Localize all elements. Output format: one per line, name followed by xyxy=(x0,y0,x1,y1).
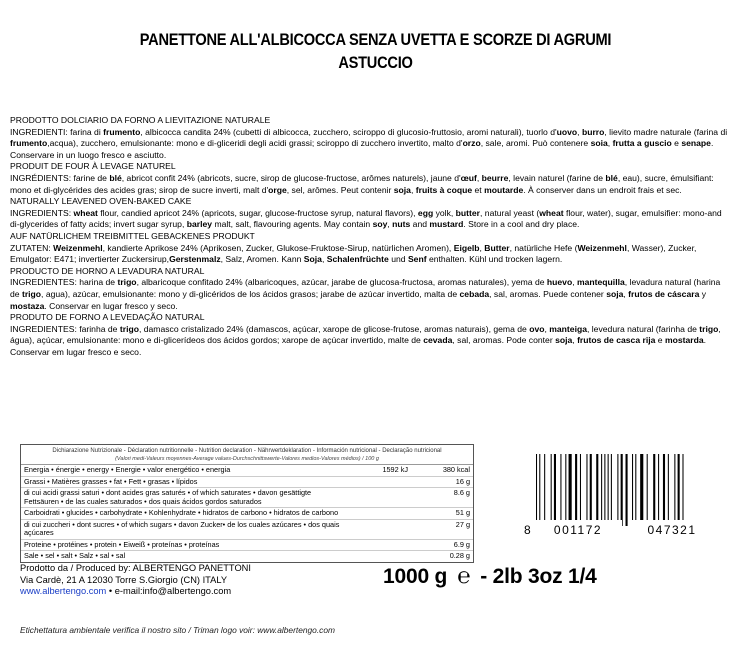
nutrition-label: di cui acidi grassi saturi • dont acides gras saturés • of which saturates • davon gesättigte Fettsäuren • de las cuales saturados • dos quais ácidos gordos saturados xyxy=(24,488,312,506)
ingredient-text: , natural yeast ( xyxy=(480,207,540,218)
nutrition-kj: 1592 kJ xyxy=(382,465,408,474)
barcode-bar xyxy=(632,454,633,526)
barcode-digits-right: 047321 xyxy=(647,523,697,537)
nutrition-table xyxy=(20,444,474,563)
ingredient-text: , xyxy=(577,126,582,137)
nutrition-label: Proteine • protéines • protein • Eiweiß • proteínas • proteínas xyxy=(24,539,220,549)
allergen-text: manteiga xyxy=(549,323,587,334)
ingredient-text: , água), açúcar, emulsionante: mono e di-glicerídeos dos ácidos gordos; xarope de açúcar invertido, malte de xyxy=(10,323,721,346)
ingredient-text: , sal, aromas. Pode conter xyxy=(452,335,556,346)
nutrition-kj xyxy=(348,541,408,550)
ingredient-text: , xyxy=(321,254,327,265)
allergen-text: frumento xyxy=(103,126,141,137)
allergen-text: senape xyxy=(681,138,711,149)
ingredient-text: . Conservar en lugar fresco y seco. xyxy=(44,300,178,311)
allergen-text: Gerstenmalz xyxy=(169,254,221,265)
ingredient-text: AUF NATÜRLICHEM TREIBMITTEL GEBACKENES PRODUKT xyxy=(10,230,255,241)
barcode-bar xyxy=(565,454,566,526)
ingredient-text: , abricot confit 24% (abricots, sucre, sirop de glucose-fructose, arômes naturels), jaune d' xyxy=(121,172,461,183)
barcode-bar xyxy=(653,454,655,526)
barcode-bar xyxy=(601,454,602,526)
nutrition-value: 0.28 g xyxy=(449,551,470,560)
barcode-bar xyxy=(580,454,581,526)
allergen-text: œuf xyxy=(460,172,477,183)
ingredient-text: , xyxy=(544,323,550,334)
ingredient-text: PRODUCTO DE HORNO A LEVADURA NATURAL xyxy=(10,265,205,276)
allergen-text: soja xyxy=(555,335,573,346)
nutrition-row xyxy=(21,520,473,540)
nutrition-value: 16 g xyxy=(455,476,470,486)
allergen-text: mostarda xyxy=(664,335,704,346)
allergen-text: soia xyxy=(590,138,608,149)
ingredient-text: , xyxy=(607,138,613,149)
allergen-text: mustard xyxy=(429,219,464,230)
ingredient-text: , xyxy=(479,242,485,253)
nutrition-row xyxy=(21,477,473,489)
barcode-bar xyxy=(569,454,572,526)
allergen-text: Weizenmehl xyxy=(577,242,627,253)
allergen-text: trigo xyxy=(699,323,719,334)
ingredient-text: INGREDIENTES: farinha de xyxy=(10,323,120,334)
ingredient-text: flour, candied apricot 24% (apricots, sugar, glucose-fructose syrup, natural flavors), xyxy=(97,207,418,218)
producer-address: Via Cardè, 21 A 12030 Torre S.Giorgio (CN) ITALY xyxy=(20,574,228,585)
barcode-bar xyxy=(590,454,592,526)
allergen-text: nuts xyxy=(392,219,411,230)
barcode-bar xyxy=(586,454,587,526)
nutrition-value: 6.9 g xyxy=(453,539,470,549)
allergen-text: soy xyxy=(372,219,388,230)
allergen-text: wheat xyxy=(73,207,98,218)
ingredient-text: enthalten. Kühl und trocken lagern. xyxy=(426,254,563,265)
barcode-bar xyxy=(658,454,659,526)
ingredient-text: , xyxy=(410,184,416,195)
environmental-label-note: Etichettatura ambientale verifica il nostro sito / Triman logo voir: www.albertengo.com xyxy=(20,625,335,635)
ingredient-text: , xyxy=(572,277,577,288)
allergen-text: frutos de casca rija xyxy=(577,335,656,346)
producer-line: Prodotto da / Produced by: ALBERTENGO PANETTONI xyxy=(20,563,251,573)
ingredient-text: yolk, xyxy=(433,207,456,218)
product-subtitle: ASTUCCIO xyxy=(338,53,413,72)
ingredient-text: INGREDIENTES: harina de xyxy=(10,277,118,288)
ingredient-text: , sal, aromas. Puede contener xyxy=(489,288,607,299)
barcode-bar xyxy=(640,454,643,526)
ingredient-text: PRODOTTO DOLCIARIO DA FORNO A LIEVITAZIONE NATURALE xyxy=(10,115,271,125)
barcode-bar xyxy=(635,454,636,526)
nutrition-label: Carboidrati • glucides • carbohydrate • Kohlenhydrate • hidratos de carbono • hidratos de carbono xyxy=(24,508,339,517)
allergen-text: barley xyxy=(186,219,213,230)
nutrition-value: 51 g xyxy=(455,508,470,517)
allergen-text: Senf xyxy=(407,254,427,265)
email-text: • e-mail:info@albertengo.com xyxy=(106,586,232,597)
allergen-text: egg xyxy=(417,207,434,218)
weight-imperial: - 2lb 3oz 1/4 xyxy=(480,565,597,588)
allergen-text: cebada xyxy=(459,288,490,299)
ingredient-text: , levain naturel (farine de xyxy=(508,172,606,183)
barcode-bar xyxy=(596,454,598,526)
barcode-bar xyxy=(678,454,680,526)
ingredient-block xyxy=(10,196,732,231)
ingredient-text: , sale, aromi. Può contenere xyxy=(480,138,591,149)
allergen-text: orzo xyxy=(462,138,481,149)
ingredient-text: , Wasser), Zucker, Emulgator: E471; invertierter Zuckersirup, xyxy=(10,242,697,265)
ingredient-block xyxy=(10,266,732,312)
ingredient-text: INGREDIENTI: farina di xyxy=(10,126,104,137)
allergen-text: trigo xyxy=(21,288,42,299)
barcode-bar xyxy=(647,454,648,526)
ingredient-block xyxy=(10,115,732,161)
ingredient-text: , xyxy=(476,172,482,183)
barcode-bar xyxy=(617,454,618,526)
ingredient-text: e xyxy=(671,138,682,149)
ingredients-section xyxy=(10,115,732,358)
ingredient-text: , albicocca candita 24% (cubetti di albicocca, zucchero, sciroppo di glucosio-fruttosio, aromi naturali), tuorlo d' xyxy=(140,126,557,137)
allergen-text: wheat xyxy=(539,207,564,218)
ingredient-text: , sel, arômes. Peut contenir xyxy=(286,184,394,195)
ingredient-block xyxy=(10,312,732,358)
barcode-bar xyxy=(674,454,675,526)
allergen-text: Butter xyxy=(484,242,510,253)
net-weight xyxy=(383,563,597,589)
ingredient-text: . Conservare in un luogo fresco e asciutto. xyxy=(10,138,714,160)
barcode-bar xyxy=(621,454,623,526)
ingredient-text: ZUTATEN: xyxy=(10,242,54,253)
ingredient-text: . À conserver dans un endroit frais et sec. xyxy=(523,184,682,195)
allergen-text: frutos de cáscara xyxy=(628,288,700,299)
allergen-text: butter xyxy=(455,207,481,218)
allergen-text: blé xyxy=(605,172,618,183)
nutrition-kj xyxy=(348,521,408,538)
allergen-text: mostaza xyxy=(10,300,45,311)
ingredient-text: , agua), azúcar, emulsionante: mono y di-glicéridos de los ácidos grasos; jarabe de azúcar invertido, malta de xyxy=(41,288,460,299)
nutrition-label: di cui zuccheri • dont sucres • of which sugars • davon Zucker• de los cuales azúcares • dos quais açúcares xyxy=(24,519,340,537)
allergen-text: mantequilla xyxy=(577,277,625,288)
ingredient-text: , levedura natural (farinha de xyxy=(587,323,700,334)
ingredient-text: PRODUIT DE FOUR À LEVAGE NATUREL xyxy=(10,161,176,172)
barcode-bar xyxy=(551,454,552,526)
allergen-text: trigo xyxy=(117,277,137,288)
ingredient-text: , xyxy=(572,335,578,346)
nutrition-value: 8.6 g xyxy=(453,488,470,497)
ingredient-text: , xyxy=(387,219,393,230)
allergen-text: ovo xyxy=(529,323,545,334)
ingredient-text: , natürliche Hefe ( xyxy=(509,242,578,253)
allergen-text: moutarde xyxy=(484,184,524,195)
allergen-text: Schalenfrüchte xyxy=(326,254,389,265)
allergen-text: orge xyxy=(268,184,287,195)
allergen-text: frumento xyxy=(10,138,48,149)
weight-metric: 1000 g xyxy=(383,565,448,588)
website-link[interactable]: www.albertengo.com xyxy=(20,586,107,597)
ingredient-text: , eau), sucre, émulsifiant: mono et di-glycérides des acides gras; sirop de sucre inverti, malt d' xyxy=(10,172,714,195)
barcode-digits-left: 001172 xyxy=(553,523,603,537)
ingredient-text: malt, salt, flavouring agents. May contain xyxy=(212,219,373,230)
nutrition-row xyxy=(21,488,473,508)
ingredient-text: e xyxy=(655,335,665,346)
allergen-text: Weizenmehl xyxy=(53,242,103,253)
nutrition-value: 380 kcal xyxy=(442,465,470,474)
allergen-text: frutta a guscio xyxy=(612,138,672,149)
allergen-text: fruits à coque xyxy=(415,184,473,195)
ingredient-text: and xyxy=(410,219,430,230)
ingredient-text: , lievito madre naturale (farina di xyxy=(604,126,728,137)
barcode-bar xyxy=(663,454,665,526)
allergen-text: trigo xyxy=(119,323,139,334)
barcode-bar xyxy=(544,454,545,526)
nutrition-row xyxy=(21,551,473,562)
barcode-bar xyxy=(668,454,669,526)
estimated-sign-icon: ℮ xyxy=(457,563,471,588)
allergen-text: beurre xyxy=(481,172,509,183)
nutrition-row xyxy=(21,540,473,552)
allergen-text: Soja xyxy=(303,254,322,265)
allergen-text: burro xyxy=(581,126,605,137)
ingredient-text: PRODUTO DE FORNO A LEVEDAÇÃO NATURAL xyxy=(10,312,205,323)
nutrition-label: Grassi • Matières grasses • fat • Fett • grasas • lípidos xyxy=(24,476,198,486)
ingredient-text: ,acqua), zucchero, emulsionante: mono e di-gliceridi degli acidi grassi; sciroppo di zucchero invertito, malto d' xyxy=(47,138,463,149)
ingredient-text: et xyxy=(472,184,485,195)
producer-contact xyxy=(20,586,251,598)
nutrition-kj xyxy=(348,509,408,518)
nutrition-row xyxy=(21,465,473,477)
allergen-text: huevo xyxy=(546,277,573,288)
allergen-text: soja xyxy=(606,288,624,299)
barcode-bar xyxy=(575,454,577,526)
ingredient-text: INGREDIENTS: xyxy=(10,207,74,218)
ingredient-block xyxy=(10,231,732,266)
allergen-text: blé xyxy=(109,172,122,183)
ingredient-text: , albaricoque confitado 24% (albaricoques, azúcar, jarabe de glucosa-fructosa, aromas naturales), yema de xyxy=(136,277,547,288)
ingredient-text: , Salz, Aromen. Kann xyxy=(220,254,304,265)
nutrition-kj xyxy=(348,478,408,487)
ingredient-text: flour, water), sugar, emulsifier: mono-and di-glycerides of fatty acids; invert sugar syrup, xyxy=(10,207,722,230)
nutrition-kj xyxy=(348,552,408,561)
nutrition-kj xyxy=(348,489,408,506)
allergen-text: Eigelb xyxy=(453,242,480,253)
allergen-text: soja xyxy=(393,184,411,195)
ingredient-text: , levadura natural (harina de xyxy=(10,277,721,299)
nutrition-subheader: (Valori medi-Valeurs moyennes-Average values-Durchschnittswerte-Valores medios-Valores médios) / 100 g xyxy=(21,455,473,465)
product-title: PANETTONE ALL'ALBICOCCA SENZA UVETTA E SCORZE DI AGRUMI xyxy=(139,30,612,49)
barcode-bar xyxy=(626,454,628,526)
barcode-digit-first: 8 xyxy=(524,523,531,537)
ingredient-text: , kandierte Aprikose 24% (Aprikosen, Zucker, Glukose-Fruktose-Sirup, natürlichen Aromen), xyxy=(102,242,454,253)
barcode-bar xyxy=(554,454,556,526)
allergen-text: cevada xyxy=(423,335,453,346)
ingredient-text: , xyxy=(623,288,629,299)
nutrition-label: Energia • énergie • energy • Energie • valor energético • energia xyxy=(24,465,231,474)
ingredient-block xyxy=(10,161,732,196)
barcode xyxy=(522,454,728,538)
ingredient-text: und xyxy=(388,254,408,265)
ingredient-text: NATURALLY LEAVENED OVEN-BAKED CAKE xyxy=(10,196,192,207)
nutrition-label: Sale • sel • salt • Salz • sal • sal xyxy=(24,551,126,560)
ingredient-text: INGRÉDIENTS: farine de xyxy=(10,172,110,183)
producer-info xyxy=(20,563,251,598)
allergen-text: uovo xyxy=(556,126,578,137)
nutrition-value: 27 g xyxy=(455,519,470,529)
ingredient-text: . Conservar em lugar fresco e seco. xyxy=(10,335,707,357)
nutrition-row xyxy=(21,508,473,520)
barcode-bar xyxy=(560,454,561,526)
ingredient-text: . Store in a cool and dry place. xyxy=(463,219,580,230)
nutrition-header: Dichiarazione Nutrizionale - Déclaration nutritionnelle - Nutrition declaration - Nährwertdeklaration - Información nutricional - Declaração nutricional xyxy=(52,448,442,454)
ingredient-text: y xyxy=(699,288,707,299)
ingredient-text: , damasco cristalizado 24% (damascos, açúcar, xarope de glicose-frutose, aromas naturais), gema de xyxy=(138,323,530,334)
